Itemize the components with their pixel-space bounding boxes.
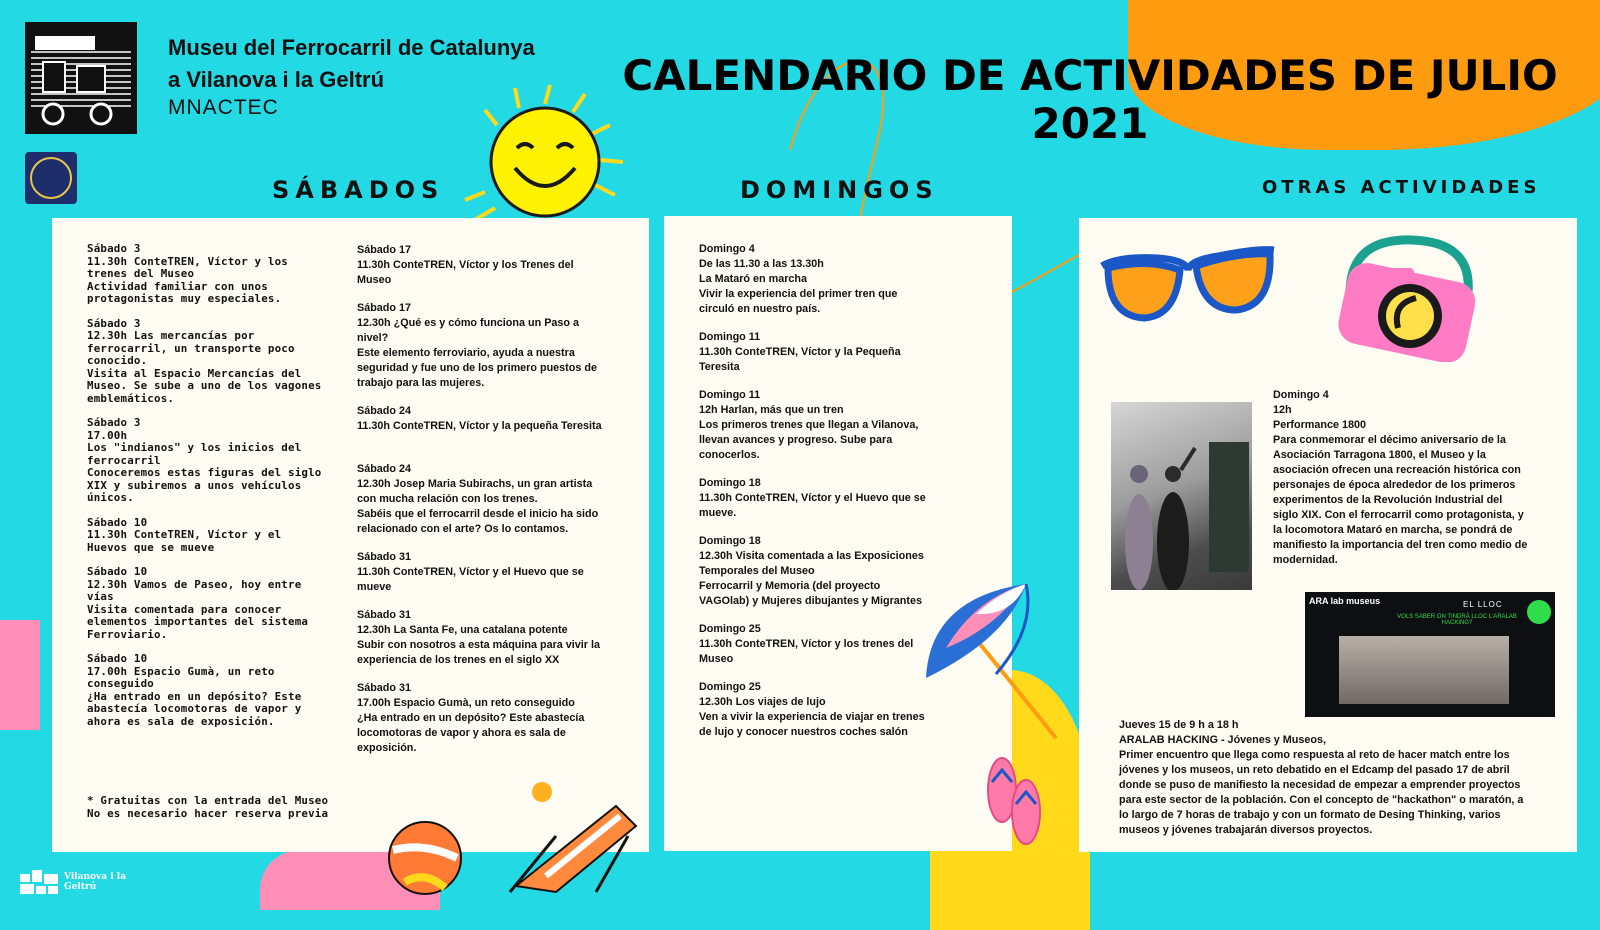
list-item: Sábado 24 11.30h ConteTREN, Víctor y la pequeña Teresita	[357, 405, 602, 432]
museum-acronym: MNACTEC	[168, 96, 279, 119]
performance-text: Domingo 4 12h Performance 1800 Para conmemorar el décimo aniversario de la Asociación Tarragona 1800, el Museo y la asociación ofrecen una recreación histórica con personajes de época alrededor de los primeros experimentos de la Revolución Industrial del siglo XIX. Con el ferrocarril como protagonista, y la locomotora Mataró en marcha, se pondrá de manifiesto la importancia del tren como medio de modernidad.	[1273, 389, 1528, 566]
heading-sabados: SÁBADOS	[272, 176, 445, 204]
museum-name-line1: Museu del Ferrocarril de Catalunya	[168, 35, 535, 60]
aralab-play-icon	[1527, 600, 1551, 624]
list-item: Sábado 24 12.30h Josep Maria Subirachs, un gran artista con mucha relación con los trenes. Sabéis que el ferrocarril desde el inicio ha sido relacionado con el arte? Os lo contamos.	[357, 463, 599, 535]
heading-domingos: DOMINGOS	[740, 176, 939, 204]
list-item: Domingo 11 11.30h ConteTREN, Víctor y la Pequeña Teresita	[699, 331, 901, 373]
beach-ball-icon	[385, 818, 465, 898]
list-item: Domingo 25 12.30h Los viajes de lujo Ven a vivir la experiencia de viajar en trenes de lujo y conocer nuestros coches salón	[699, 681, 925, 738]
deck-chair-icon	[496, 776, 646, 896]
sabados-panel	[52, 218, 649, 852]
sabados-right-list	[357, 243, 627, 769]
aralab-photo	[1339, 636, 1509, 704]
aralab-image	[1305, 592, 1555, 717]
list-item: Sábado 10 17.00h Espacio Gumà, un reto conseguido ¿Ha entrado en un depósito? Este abastecía locomotoras de vapor y ahora es sala de exposición.	[87, 652, 302, 728]
title-line2: 2021	[1031, 99, 1149, 148]
list-item: Sábado 17 12.30h ¿Qué es y cómo funciona un Paso a nivel? Este elemento ferroviario, ayuda a nuestra seguridad y fue uno de los primero puestos de trabajo para las mujeres.	[357, 302, 597, 389]
camera-icon	[1332, 232, 1482, 362]
list-item: Domingo 18 12.30h Visita comentada a las Exposiciones Temporales del Museo Ferrocarril y Memoria (del proyecto VAGOlab) y Mujeres dibujantes y Migrantes	[699, 535, 924, 607]
performance-photo	[1111, 402, 1252, 590]
sabados-left-list	[87, 243, 332, 740]
list-item: Sábado 31 12.30h La Santa Fe, una catalana potente Subir con nosotros a esta máquina para vivir la experiencia de los trenes en el siglo XX	[357, 609, 601, 666]
list-item: Sábado 3 17.00h Los "indianos" y los inicios del ferrocarril Conoceremos estas figuras del siglo XIX y subiremos a unos vehículos únicos.	[87, 416, 322, 504]
town-logo	[20, 870, 140, 894]
list-item: Domingo 25 11.30h ConteTREN, Víctor y los trenes del Museo	[699, 623, 914, 665]
aralab-logo: ARA lab museus	[1309, 596, 1381, 606]
flip-flops-icon	[980, 752, 1050, 852]
aralab-heading: EL LLOC	[1463, 600, 1503, 609]
title-line1: CALENDARIO DE ACTIVIDADES DE JULIO	[622, 51, 1558, 100]
list-item: Domingo 4 De las 11.30 a las 13.30h La Mataró en marcha Vivir la experiencia del primer tren que circuló en nuestro país.	[699, 243, 898, 315]
list-item: Sábado 3 11.30h ConteTREN, Víctor y los trenes del Museo Actividad familiar con unos protagonistas muy especiales.	[87, 242, 289, 305]
town-logo-text: Vilanova i la Geltrú	[64, 872, 127, 892]
aralab-question: VOLS SABER ON TINDRÀ LLOC L'ARALAB HACKING?	[1397, 614, 1517, 626]
museum-logo	[25, 22, 137, 134]
list-item: Sábado 31 11.30h ConteTREN, Víctor y el Huevo que se mueve	[357, 551, 584, 593]
domingos-panel	[664, 216, 1012, 851]
sabados-note: * Gratuitas con la entrada del Museo No es necesario hacer reserva previa	[87, 794, 329, 820]
aralab-text: Jueves 15 de 9 h a 18 h ARALAB HACKING - Jóvenes y Museos, Primer encuentro que llega como respuesta al reto de hacer match entre los jóvenes y los museos, un reto debatido en el Edcamp del pasado 17 de abril donde se puso de manifiesto la necesidad de empezar a emprender proyectos para este sector de la población. Con el concepto de "hackathon" o maratón, a lo largo de 7 horas de trabajo y con un formato de Desing Thinking, varios museos y jóvenes trabajarán diversos proyectos.	[1119, 719, 1524, 836]
list-item: Sábado 10 12.30h Vamos de Paseo, hoy entre vías Visita comentada para conocer elementos importantes del sistema Ferroviario.	[87, 565, 309, 641]
list-item: Domingo 11 12h Harlan, más que un tren Los primeros trenes que llegan a Vilanova, llevan avances y progreso. Sube para conocerlos.	[699, 389, 919, 461]
museum-name-line2: a Vilanova i la Geltrú	[168, 67, 385, 92]
list-item: Sábado 3 12.30h Las mercancías por ferrocarril, un transporte poco conocido. Visita al Espacio Mercancías del Museo. Se sube a uno de los vagones emblemáticos.	[87, 316, 322, 405]
umbrella-icon	[916, 578, 1066, 748]
anniversary-badge	[25, 152, 77, 204]
heading-otras-actividades: OTRAS ACTIVIDADES	[1262, 177, 1541, 198]
page-title	[590, 52, 1590, 148]
list-item: Sábado 17 11.30h ConteTREN, Víctor y los Trenes del Museo	[357, 244, 574, 286]
sunglasses-icon	[1098, 236, 1278, 326]
list-item: Domingo 18 11.30h ConteTREN, Víctor y el Huevo que se mueve.	[699, 477, 926, 519]
pink-blob-left	[0, 620, 40, 730]
list-item: Sábado 31 17.00h Espacio Gumà, un reto conseguido ¿Ha entrado en un depósito? Este abastecía locomotoras de vapor y ahora es sala de exposición.	[357, 682, 585, 754]
list-item: Sábado 10 11.30h ConteTREN, Víctor y el Huevos que se mueve	[87, 515, 282, 554]
